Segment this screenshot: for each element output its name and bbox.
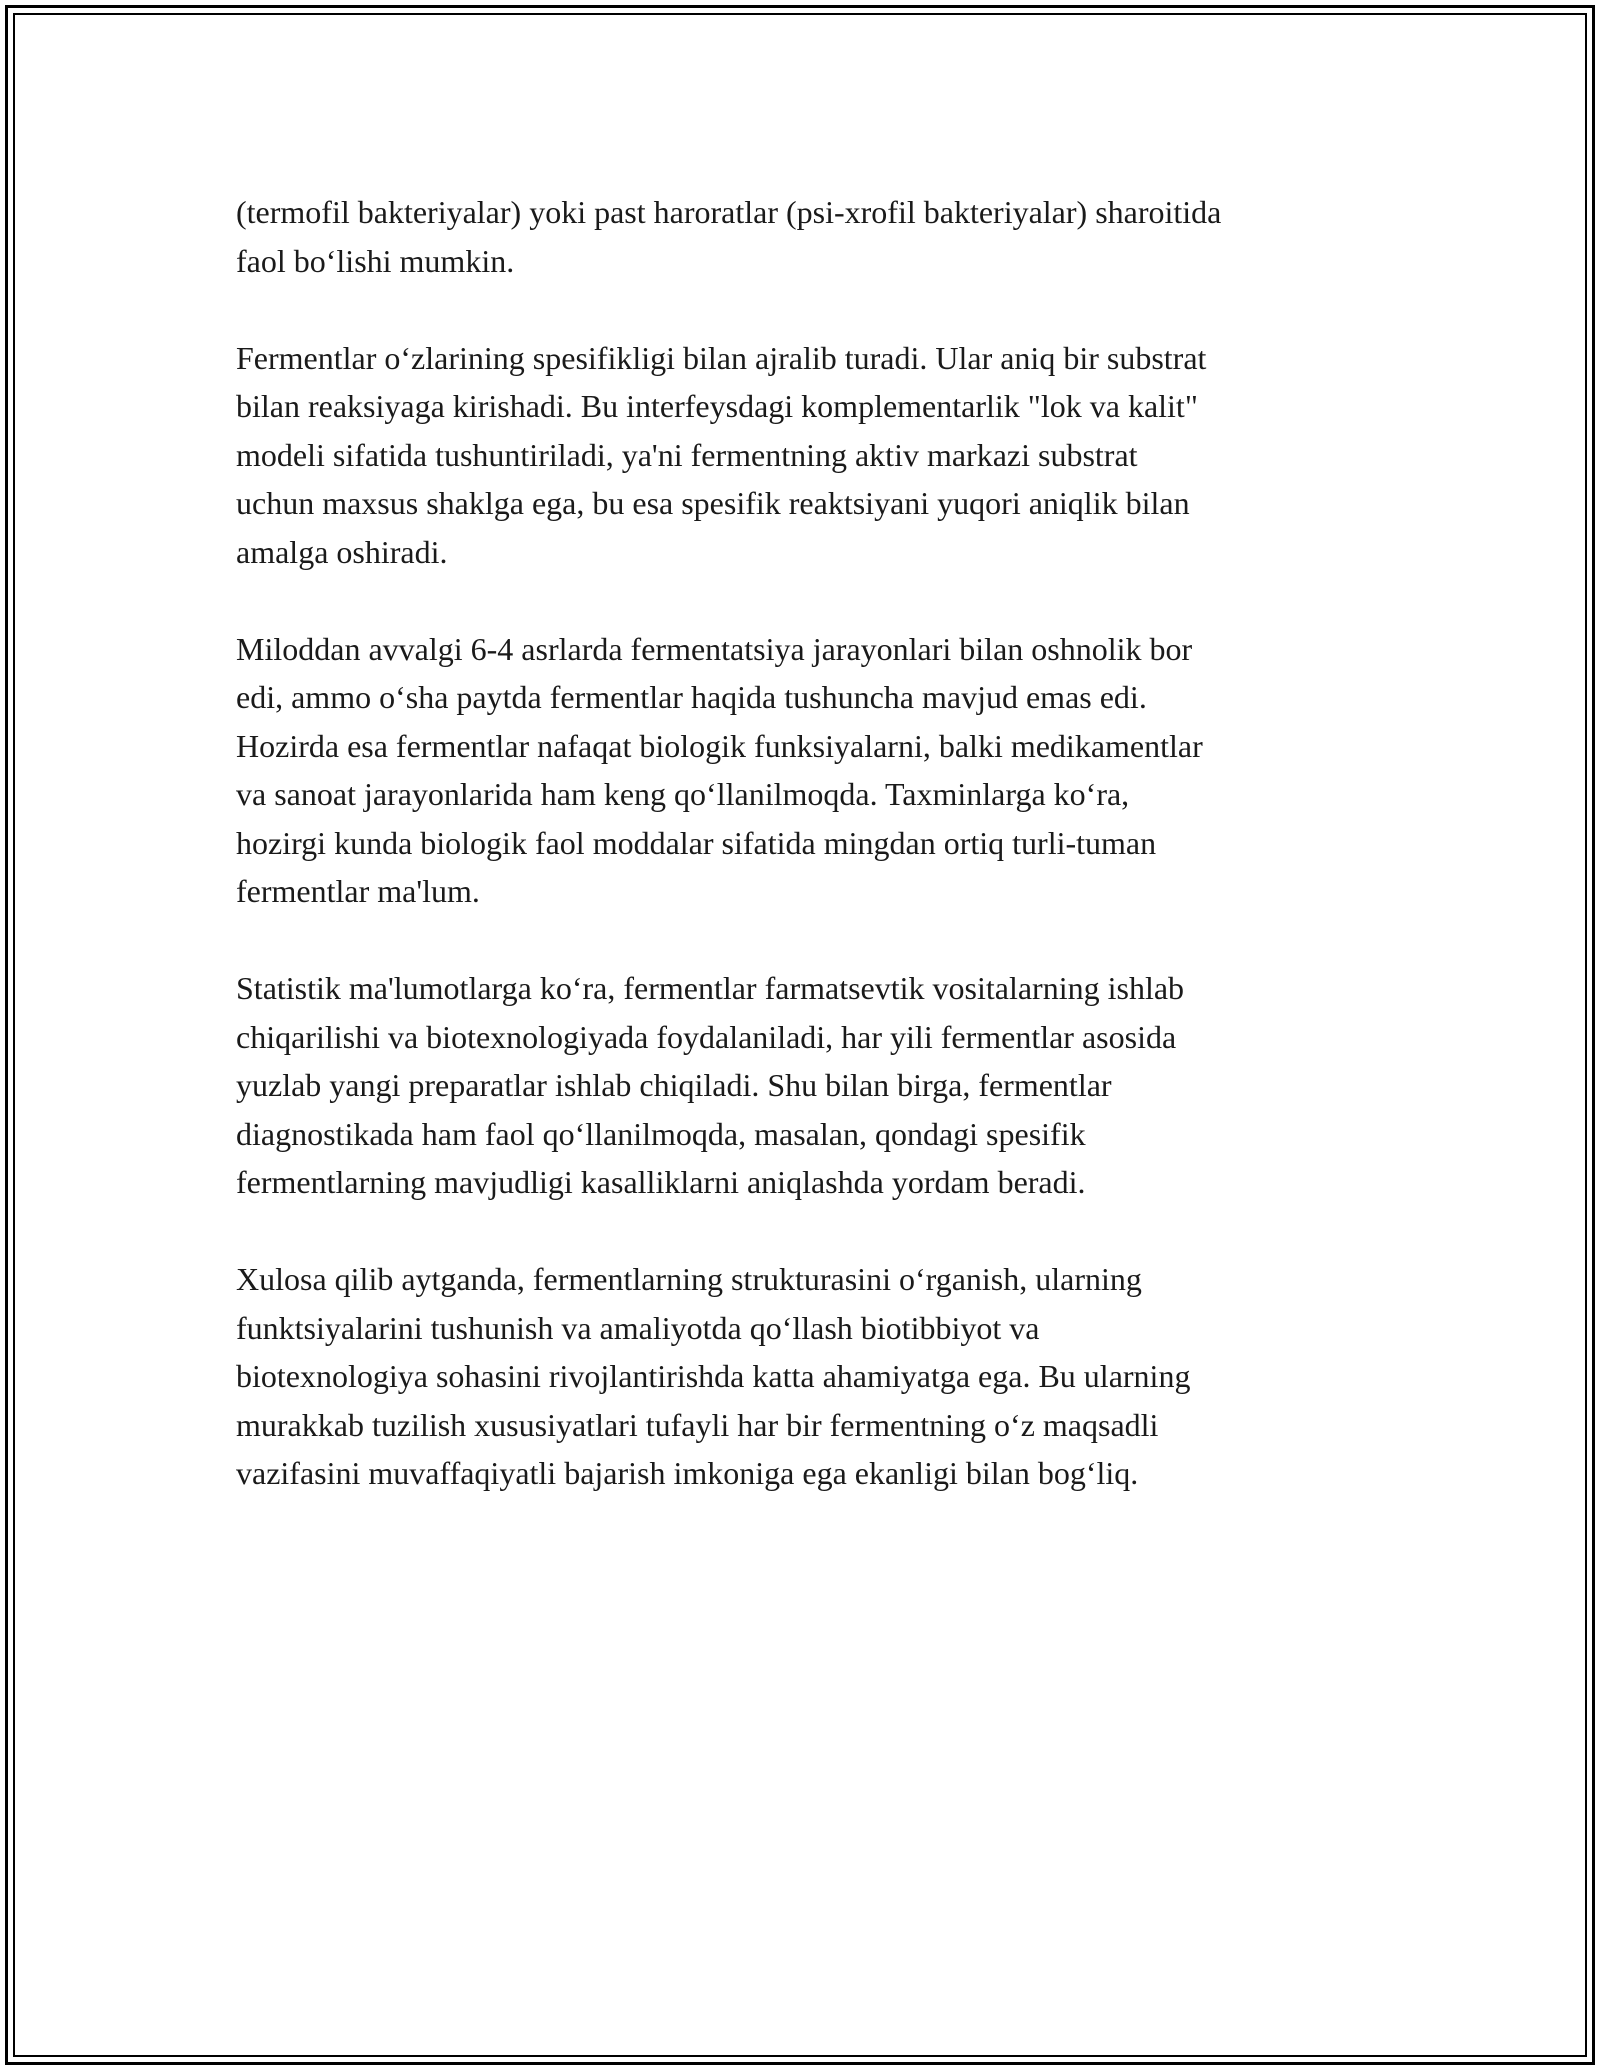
text-line: faol bo‘lishi mumkin. <box>236 242 515 279</box>
text-line: uchun maxsus shaklga ega, bu esa spesifik reaktsiyani yuqori aniqlik bilan <box>236 485 1190 521</box>
paragraph-5 <box>236 1255 1396 1498</box>
page-content <box>236 188 1396 1546</box>
text-line: bilan reaksiyaga kirishadi. Bu interfeysdagi komplementarlik "lok va kalit" <box>236 388 1198 424</box>
text-line: va sanoat jarayonlarida ham keng qo‘llanilmoqda. Taxminlarga ko‘ra, <box>236 776 1130 812</box>
text-line: Fermentlar o‘zlarining spesifikligi bilan ajralib turadi. Ular aniq bir substrat <box>236 339 1207 376</box>
text-line: fermentlar ma'lum. <box>236 873 480 909</box>
text-line: edi, ammo o‘sha paytda fermentlar haqida tushuncha mavjud emas edi. <box>236 679 1147 715</box>
text-line: hozirgi kunda biologik faol moddalar sifatida mingdan ortiq turli-tuman <box>236 824 1157 861</box>
text-line: fermentlarning mavjudligi kasalliklarni aniqlashda yordam beradi. <box>236 1164 1086 1200</box>
text-line: Miloddan avvalgi 6-4 asrlarda fermentatsiya jarayonlari bilan oshnolik bor <box>236 630 1193 667</box>
text-line: chiqarilishi va biotexnologiyada foydalaniladi, har yili fermentlar asosida <box>236 1018 1177 1055</box>
text-line: amalga oshiradi. <box>236 533 448 570</box>
text-line: vazifasini muvaffaqiyatli bajarish imkoniga ega ekanligi bilan bog‘liq. <box>236 1455 1139 1491</box>
text-line: (termofil bakteriyalar) yoki past haroratlar (psi-xrofil bakteriyalar) sharoitida <box>236 194 1222 230</box>
text-line: biotexnologiya sohasini rivojlantirishda katta ahamiyatga ega. Bu ularning <box>236 1358 1191 1394</box>
paragraph-3 <box>236 625 1396 916</box>
text-line: murakkab tuzilish xususiyatlari tufayli har bir fermentning o‘z maqsadli <box>236 1406 1159 1443</box>
text-line: modeli sifatida tushuntiriladi, ya'ni fermentning aktiv markazi substrat <box>236 436 1138 473</box>
text-line: yuzlab yangi preparatlar ishlab chiqiladi. Shu bilan birga, fermentlar <box>236 1067 1112 1103</box>
text-line: Xulosa qilib aytganda, fermentlarning strukturasini o‘rganish, ularning <box>236 1261 1142 1297</box>
paragraph-2 <box>236 334 1396 577</box>
text-line: funktsiyalarini tushunish va amaliyotda qo‘llash biotibbiyot va <box>236 1309 1040 1346</box>
text-line: diagnostikada ham faol qo‘llanilmoqda, masalan, qondagi spesifik <box>236 1115 1086 1152</box>
text-line: Statistik ma'lumotlarga ko‘ra, fermentlar farmatsevtik vositalarning ishlab <box>236 970 1185 1006</box>
text-line: Hozirda esa fermentlar nafaqat biologik funksiyalarni, balki medikamentlar <box>236 727 1203 764</box>
paragraph-1 <box>236 188 1396 285</box>
paragraph-4 <box>236 964 1396 1207</box>
